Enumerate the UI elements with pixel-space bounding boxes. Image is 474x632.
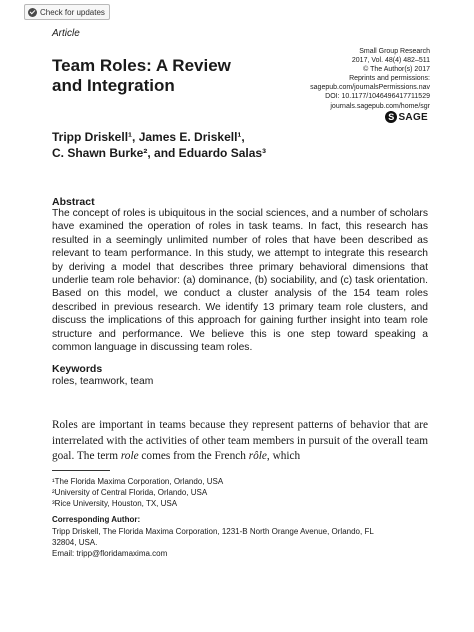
corresponding-email-link[interactable]: Email: tripp@floridamaxima.com <box>52 549 168 558</box>
doi-link[interactable]: DOI: 10.1177/1046496417711529 <box>325 93 430 101</box>
affiliation-3: ³Rice University, Houston, TX, USA <box>52 499 178 508</box>
journal-volume: 2017, Vol. 48(4) 482–511 <box>351 57 430 65</box>
body-text-2: comes from the French <box>138 450 249 463</box>
body-text-1: Roles are important in teams because they represent patterns of behavior that are interrelated with the activities of other team members in pursuit of the overall team goal. The term <box>52 419 428 463</box>
check-circle-icon <box>28 8 37 17</box>
reprints-label: Reprints and permissions: <box>349 75 430 83</box>
keywords-heading: Keywords <box>52 363 103 375</box>
article-title <box>52 56 231 96</box>
journal-home-link[interactable]: journals.sagepub.com/home/sgr <box>330 102 430 110</box>
author-line-1: Tripp Driskell¹, James E. Driskell¹, <box>52 130 245 144</box>
corresponding-address-line-2: 32804, USA. <box>52 538 98 547</box>
corresponding-author-heading: Corresponding Author: <box>52 515 141 524</box>
article-type-label: Article <box>52 28 80 39</box>
reprints-link[interactable]: sagepub.com/journalsPermissions.nav <box>310 84 430 92</box>
keywords-text: roles, teamwork, team <box>52 376 154 387</box>
body-italic-role: role <box>120 450 139 463</box>
check-for-updates-label: Check for updates <box>40 7 105 17</box>
corresponding-author <box>52 526 432 559</box>
body-italic-role-fr: rôle <box>248 450 267 463</box>
copyright: © The Author(s) 2017 <box>363 66 430 74</box>
body-paragraph <box>52 418 428 465</box>
author-list <box>52 130 266 161</box>
article-title-line-2: and Integration <box>52 76 175 95</box>
abstract-text: The concept of roles is ubiquitous in the social sciences, and a number of scholars have examined the operation of roles in task teams. In fact, this research has resulted in a seemingly unlimited number of roles that have been described as relevant to team performance. In this study, we attempt to integrate this research by deriving a model that describes three primary behavioral dimensions that underlie team role behavior: (a) dominance, (b) sociability, and (c) task orientation. Based on this model, we conduct a cluster analysis of the 154 team roles described in previous research. We identify 13 primary team role clusters, and discuss the implications of this approach for gaining further insight into team role structure and performance. We believe this is one step toward speaking a common language in discussing team roles. <box>52 208 428 354</box>
corresponding-address-line-1: Tripp Driskell, The Florida Maxima Corporation, 1231-B North Orange Avenue, Orlando, FL <box>52 527 374 536</box>
footnote-divider <box>52 470 110 471</box>
affiliation-1: ¹The Florida Maxima Corporation, Orlando, USA <box>52 477 224 486</box>
affiliations <box>52 476 223 509</box>
abstract-heading: Abstract <box>52 196 95 208</box>
publisher-name: SAGE <box>398 111 428 123</box>
journal-meta <box>310 47 430 111</box>
author-line-2: C. Shawn Burke², and Eduardo Salas³ <box>52 145 267 160</box>
article-title-line-1: Team Roles: A Review <box>52 56 231 75</box>
affiliation-2: ²University of Central Florida, Orlando, USA <box>52 488 208 497</box>
check-for-updates-button[interactable] <box>24 4 110 20</box>
publisher-logo <box>385 111 428 123</box>
body-text-3: , which <box>266 450 301 463</box>
journal-name: Small Group Research <box>359 48 430 55</box>
sage-logo-icon: S <box>385 111 397 123</box>
